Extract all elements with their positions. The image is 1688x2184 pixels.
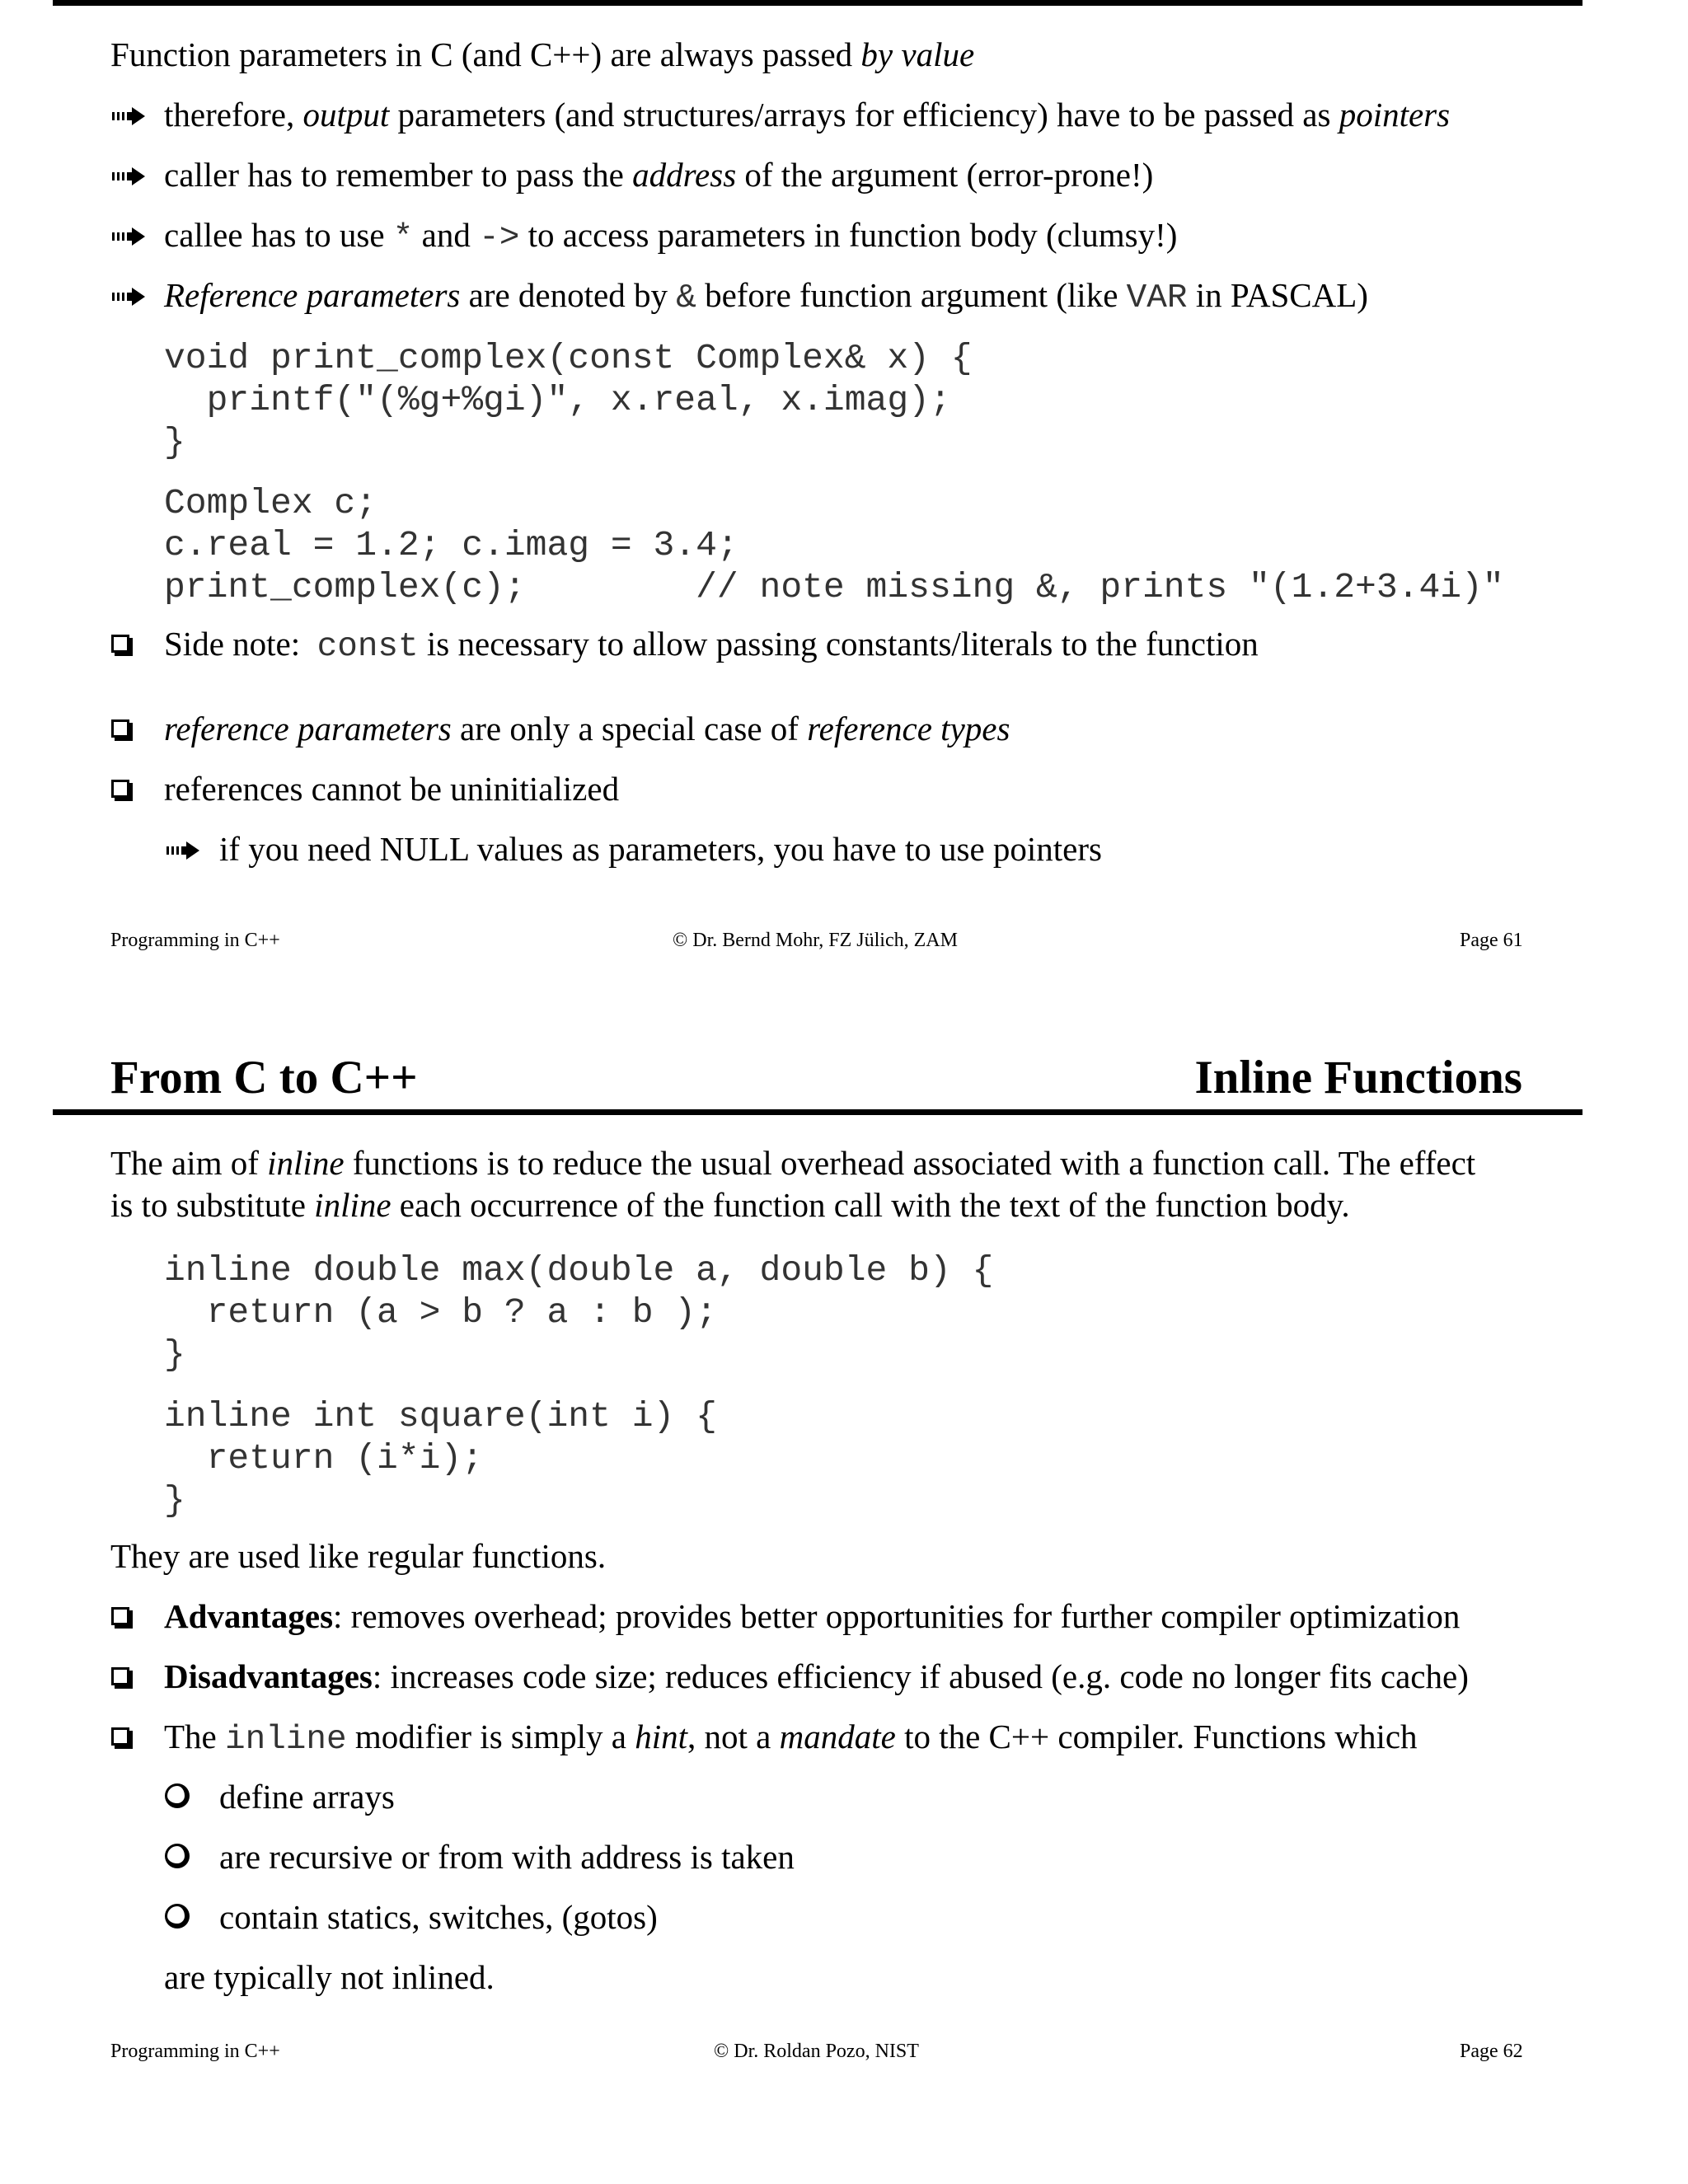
intro-line: Function parameters in C (and C++) are always passed by value — [110, 35, 975, 73]
code-line: } — [164, 422, 185, 462]
header-right-title: Inline Functions — [1194, 1052, 1522, 1104]
arrow-bullet-icon — [166, 841, 199, 860]
sub-item: define arrays — [219, 1778, 395, 1816]
circle-bullet-icon — [165, 1844, 190, 1868]
bullet-reference-params: Reference parameters are denoted by & before function argument (like VAR in PASCAL) — [164, 276, 1368, 317]
sub-item: are recursive or from with address is taken — [219, 1838, 795, 1876]
side-note: Side note: const is necessary to allow passing constants/literals to the function — [164, 625, 1259, 666]
inline-hint-line: The inline modifier is simply a hint, not a mandate to the C++ compiler. Functions which — [164, 1718, 1418, 1759]
reference-types-line: reference parameters are only a special case of reference types — [164, 710, 1010, 748]
code-line: print_complex(c); // note missing &, prints "(1.2+3.4i)" — [164, 567, 1504, 607]
arrow-bullet-icon — [112, 227, 145, 246]
circle-bullet-icon — [165, 1904, 190, 1929]
footer-right: Page 62 — [1460, 2041, 1523, 2062]
uninitialized-line: references cannot be uninitialized — [164, 770, 620, 808]
footer-center: © Dr. Bernd Mohr, FZ Jülich, ZAM — [673, 930, 958, 951]
code-line: void print_complex(const Complex& x) { — [164, 338, 973, 378]
arrow-bullet-icon — [112, 167, 145, 185]
code-line: inline int square(int i) { — [164, 1396, 717, 1436]
checkbox-bullet-icon — [111, 1607, 129, 1625]
footer-left: Programming in C++ — [110, 930, 280, 951]
checkbox-bullet-icon — [111, 719, 129, 738]
footer-center: © Dr. Roldan Pozo, NIST — [714, 2041, 919, 2062]
code-line: return (a > b ? a : b ); — [164, 1292, 717, 1333]
intro-line-2: is to substitute inline each occurrence of the function call with the text of the function body. — [110, 1186, 1350, 1224]
bullet-callee: callee has to use * and -> to access parameters in function body (clumsy!) — [164, 216, 1178, 257]
checkbox-bullet-icon — [111, 780, 129, 798]
arrow-bullet-icon — [112, 107, 145, 125]
arrow-bullet-icon — [112, 288, 145, 306]
advantages-line: Advantages: removes overhead; provides better opportunities for further compiler optimization — [164, 1597, 1461, 1635]
header-left-title: From C to C++ — [110, 1052, 418, 1104]
checkbox-bullet-icon — [111, 1667, 129, 1685]
code-line: inline double max(double a, double b) { — [164, 1250, 994, 1291]
bullet-caller: caller has to remember to pass the address of the argument (error-prone!) — [164, 156, 1154, 194]
top-rule — [53, 0, 1582, 6]
header-rule — [53, 1109, 1582, 1115]
code-line: printf("(%g+%gi)", x.real, x.imag); — [164, 380, 951, 420]
code-line: } — [164, 1334, 185, 1375]
code-line: c.real = 1.2; c.imag = 3.4; — [164, 525, 738, 565]
code-line: Complex c; — [164, 483, 377, 523]
checkbox-bullet-icon — [111, 635, 129, 653]
disadvantages-line: Disadvantages: increases code size; reduces efficiency if abused (e.g. code no longer fits cache) — [164, 1657, 1469, 1695]
sub-item: contain statics, switches, (gotos) — [219, 1898, 658, 1936]
code-line: } — [164, 1480, 185, 1521]
checkbox-bullet-icon — [111, 1727, 129, 1746]
closing-line: are typically not inlined. — [164, 1958, 495, 1996]
usage-line: They are used like regular functions. — [110, 1537, 607, 1575]
footer-right: Page 61 — [1460, 930, 1523, 951]
intro-line-1: The aim of inline functions is to reduce the usual overhead associated with a function call. The effect — [110, 1144, 1476, 1182]
null-pointers-line: if you need NULL values as parameters, you have to use pointers — [219, 830, 1102, 868]
bullet-output-params: therefore, output parameters (and structures/arrays for efficiency) have to be passed as pointers — [164, 96, 1451, 134]
code-line: return (i*i); — [164, 1438, 484, 1479]
circle-bullet-icon — [165, 1783, 190, 1808]
footer-left: Programming in C++ — [110, 2041, 280, 2062]
